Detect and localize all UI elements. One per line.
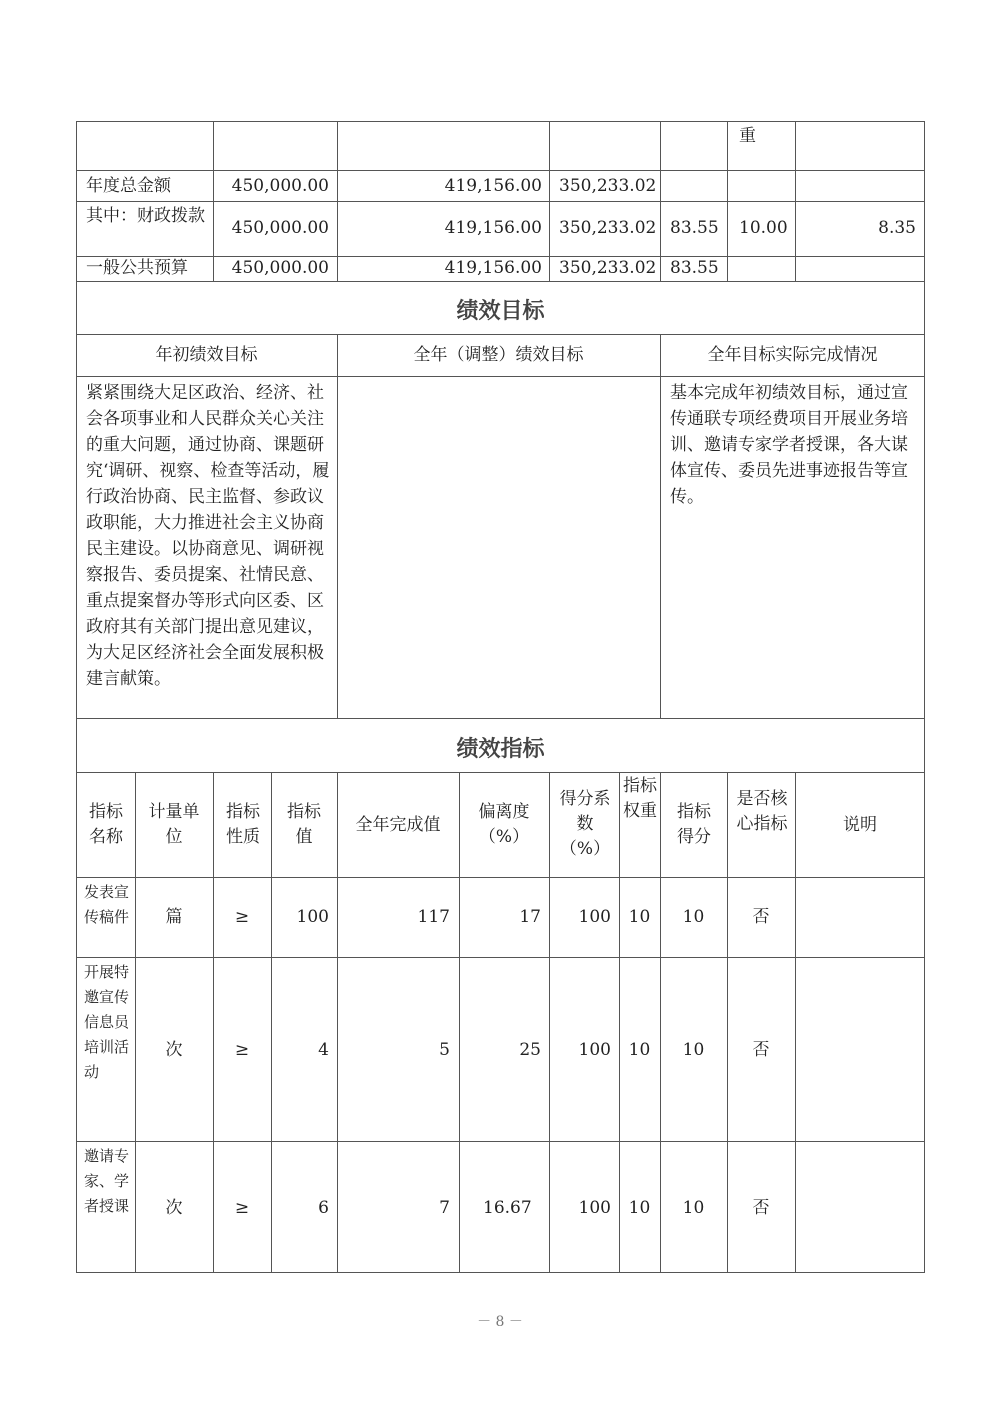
budget-row-label: 年度总金额 <box>86 176 171 196</box>
col-header-coef: 得分系数（%） <box>559 789 611 859</box>
row-line <box>76 170 925 171</box>
budget-score: 8.35 <box>878 218 916 238</box>
indicator-value: 6 <box>318 1198 329 1218</box>
indicator-score: 10 <box>682 1198 705 1218</box>
indicator-nature: ≥ <box>234 1040 250 1060</box>
budget-adjusted: 419,156.00 <box>444 176 542 196</box>
indicator-deviation: 16.67 <box>483 1198 532 1218</box>
budget-row-label: 其中：财政拨款 <box>86 206 205 226</box>
budget-rate: 83.55 <box>670 258 719 278</box>
indicator-coef: 100 <box>578 907 611 927</box>
indicator-weight: 10 <box>628 1198 651 1218</box>
indicator-unit: 篇 <box>165 907 183 927</box>
actual-completion-text: 基本完成年初绩效目标，通过宣传通联专项经费项目开展业务培训、邀请专家学者授课，各大谋体宣传、委员先进事迹报告等宣传。 <box>670 383 908 507</box>
col-header-nature: 指标性质 <box>226 802 260 847</box>
col-line <box>459 772 460 1273</box>
col-header-score: 指标得分 <box>677 802 711 847</box>
col-line <box>795 121 796 281</box>
col-header-name: 指标名称 <box>89 802 123 847</box>
indicator-completed: 5 <box>439 1040 450 1060</box>
row-line <box>76 957 925 958</box>
col-header-unit: 计量单位 <box>148 802 200 847</box>
section-title-goals: 绩效目标 <box>456 299 545 324</box>
col-line <box>660 334 661 718</box>
indicator-unit: 次 <box>165 1198 183 1218</box>
col-header-deviation: 偏离度（%） <box>478 802 530 847</box>
goals-header-adjusted: 全年（调整）绩效目标 <box>413 345 584 365</box>
row-line <box>76 877 925 878</box>
indicator-deviation: 25 <box>519 1040 541 1060</box>
row-line <box>76 281 925 282</box>
row-line <box>76 1141 925 1142</box>
col-header-weight: 指标权重 <box>623 776 657 821</box>
budget-row-label: 一般公共预算 <box>86 258 188 278</box>
col-line <box>549 121 550 281</box>
row-line <box>76 201 925 202</box>
indicator-score: 10 <box>682 1040 705 1060</box>
col-line <box>660 121 661 281</box>
indicator-score: 10 <box>682 907 705 927</box>
indicator-weight: 10 <box>628 907 651 927</box>
indicator-coef: 100 <box>578 1040 611 1060</box>
indicator-core: 否 <box>752 1040 770 1060</box>
col-header-completed: 全年完成值 <box>355 815 441 835</box>
col-header-value: 指标值 <box>287 802 321 847</box>
budget-executed: 350,233.02 <box>559 258 657 278</box>
budget-rate: 83.55 <box>670 218 719 238</box>
indicator-value: 100 <box>296 907 329 927</box>
row-line <box>76 718 925 719</box>
indicator-completed: 117 <box>417 907 450 927</box>
indicator-core: 否 <box>752 907 770 927</box>
indicator-coef: 100 <box>578 1198 611 1218</box>
budget-weight: 10.00 <box>739 218 788 238</box>
budget-initial: 450,000.00 <box>231 218 329 238</box>
col-line <box>337 334 338 718</box>
indicator-value: 4 <box>318 1040 329 1060</box>
budget-adjusted: 419,156.00 <box>444 258 542 278</box>
section-title-indicators: 绩效指标 <box>456 737 545 762</box>
row-line <box>76 334 925 335</box>
initial-goal-text: 紧紧围绕大足区政治、经济、社会各项事业和人民群众关心关注的重大问题，通过协商、课题研究‘调研、视察、检查等活动，履行政治协商、民主监督、参政议政职能，大力推进社会主义协商民主建设。以协商意见、调研视察报告、委员提案、社情民意、重点提案督办等形式向区委、区政府其有关部门提出意见建议，为大足区经济社会全面发展积极建言献策。 <box>86 383 330 689</box>
col-line <box>795 772 796 1273</box>
row-line <box>76 772 925 773</box>
goals-header-actual: 全年目标实际完成情况 <box>707 345 878 365</box>
indicator-deviation: 17 <box>519 907 541 927</box>
indicator-unit: 次 <box>165 1040 183 1060</box>
row-line <box>76 376 925 377</box>
budget-initial: 450,000.00 <box>231 258 329 278</box>
budget-initial: 450,000.00 <box>231 176 329 196</box>
indicator-core: 否 <box>752 1198 770 1218</box>
goals-header-initial: 年初绩效目标 <box>155 345 258 365</box>
indicator-completed: 7 <box>439 1198 450 1218</box>
budget-adjusted: 419,156.00 <box>444 218 542 238</box>
indicator-name: 发表宣传稿件 <box>84 883 130 926</box>
col-header-note: 说明 <box>843 815 877 835</box>
indicator-nature: ≥ <box>234 1198 250 1218</box>
page-number: － 8 － <box>477 1314 523 1330</box>
budget-executed: 350,233.02 <box>559 218 657 238</box>
budget-executed: 350,233.02 <box>559 176 657 196</box>
indicator-weight: 10 <box>628 1040 651 1060</box>
col-line <box>727 121 728 281</box>
header-fragment: 重 <box>739 126 756 146</box>
col-header-core: 是否核心指标 <box>736 789 788 834</box>
indicator-name: 邀请专家、学者授课 <box>84 1147 130 1215</box>
indicator-nature: ≥ <box>234 907 250 927</box>
indicator-name: 开展特邀宣传信息员培训活动 <box>84 963 130 1081</box>
